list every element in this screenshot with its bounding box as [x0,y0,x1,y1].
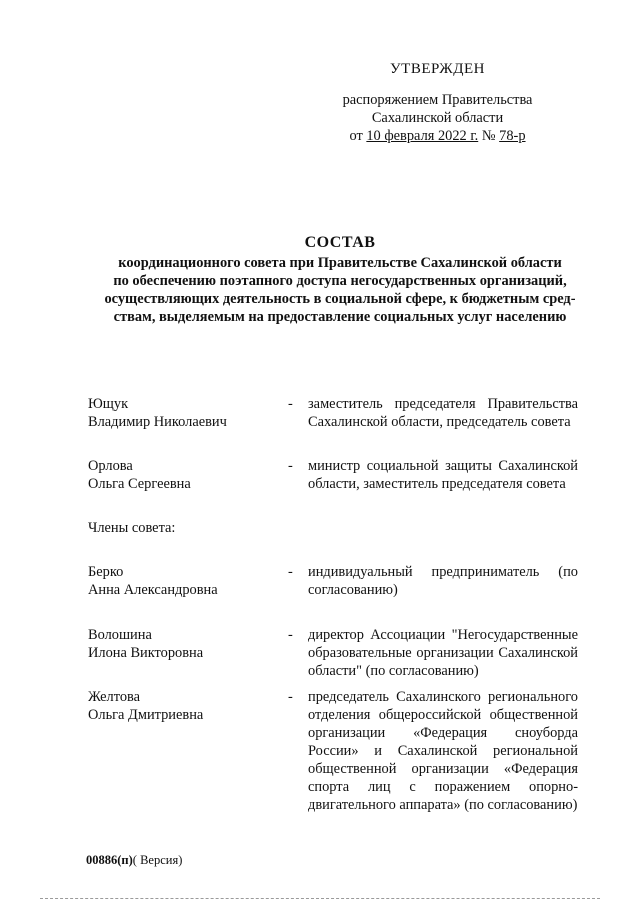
scan-artifact-line [40,898,600,899]
title-line: координационного совета при Правительстве Сахалинской области [118,255,562,271]
approval-number-prefix: № [478,128,500,144]
document-title [80,234,600,326]
approval-block [310,60,565,145]
person-surname: Берко [88,564,124,580]
title-line: осуществляющих деятельность в социальной сфере, к бюджетным сред- [104,291,576,307]
person-surname: Волошина [88,627,152,643]
document-code: 00886(п) [86,853,133,867]
dash: - [288,458,293,474]
person-role: министр социальной защиты Сахалинской области, заместитель председателя совета [308,458,578,492]
title-line: по обеспечению поэтапного доступа негосударственных организаций, [113,273,567,289]
person-name [88,457,278,493]
dash: - [288,564,293,580]
approval-line-1: распоряжением Правительства [342,92,533,108]
person-surname: Желтова [88,689,141,705]
approval-heading: УТВЕРЖДЕН [390,61,485,77]
dash: - [288,627,293,643]
person-name [88,626,278,662]
title-line: ствам, выделяемым на предоставление социальных услуг населению [113,309,567,325]
approval-date: 10 февраля 2022 г. [366,128,479,144]
person-given-name: Ольга Дмитриевна [88,707,204,723]
approval-date-prefix: от [349,128,367,144]
approval-number: 78-р [499,128,526,144]
person-given-name: Илона Викторовна [88,645,204,661]
dash: - [288,396,293,412]
approval-line-3 [310,127,565,145]
dash: - [288,689,293,705]
person-name [88,563,278,599]
footer-code [86,851,182,869]
person-role: индивидуальный предприниматель (по согласованию) [308,564,578,598]
person-role: заместитель председателя Правительства Сахалинской области, председатель совета [308,396,578,430]
person-role: директор Ассоциации "Негосударственные образовательные организации Сахалинской области" (по согласованию) [308,627,578,679]
person-name [88,395,278,431]
version-label: ( Версия) [132,853,183,867]
person-given-name: Ольга Сергеевна [88,476,191,492]
person-role: председатель Сахалинского регионального отделения общероссийской общественной организации «Федерация сноуборда России» и Сахалинской региональной общественной организации «Федерация спорта лиц с поражением опорно-двигательного аппарата» (по согласованию) [308,689,578,813]
approval-line-2: Сахалинской области [371,110,504,126]
title-main: СОСТАВ [304,234,376,251]
person-given-name: Владимир Николаевич [88,414,227,430]
members-label: Члены совета: [88,520,176,536]
person-surname: Ющук [88,396,129,412]
person-surname: Орлова [88,458,133,474]
person-given-name: Анна Александровна [88,582,218,598]
person-name [88,688,278,724]
